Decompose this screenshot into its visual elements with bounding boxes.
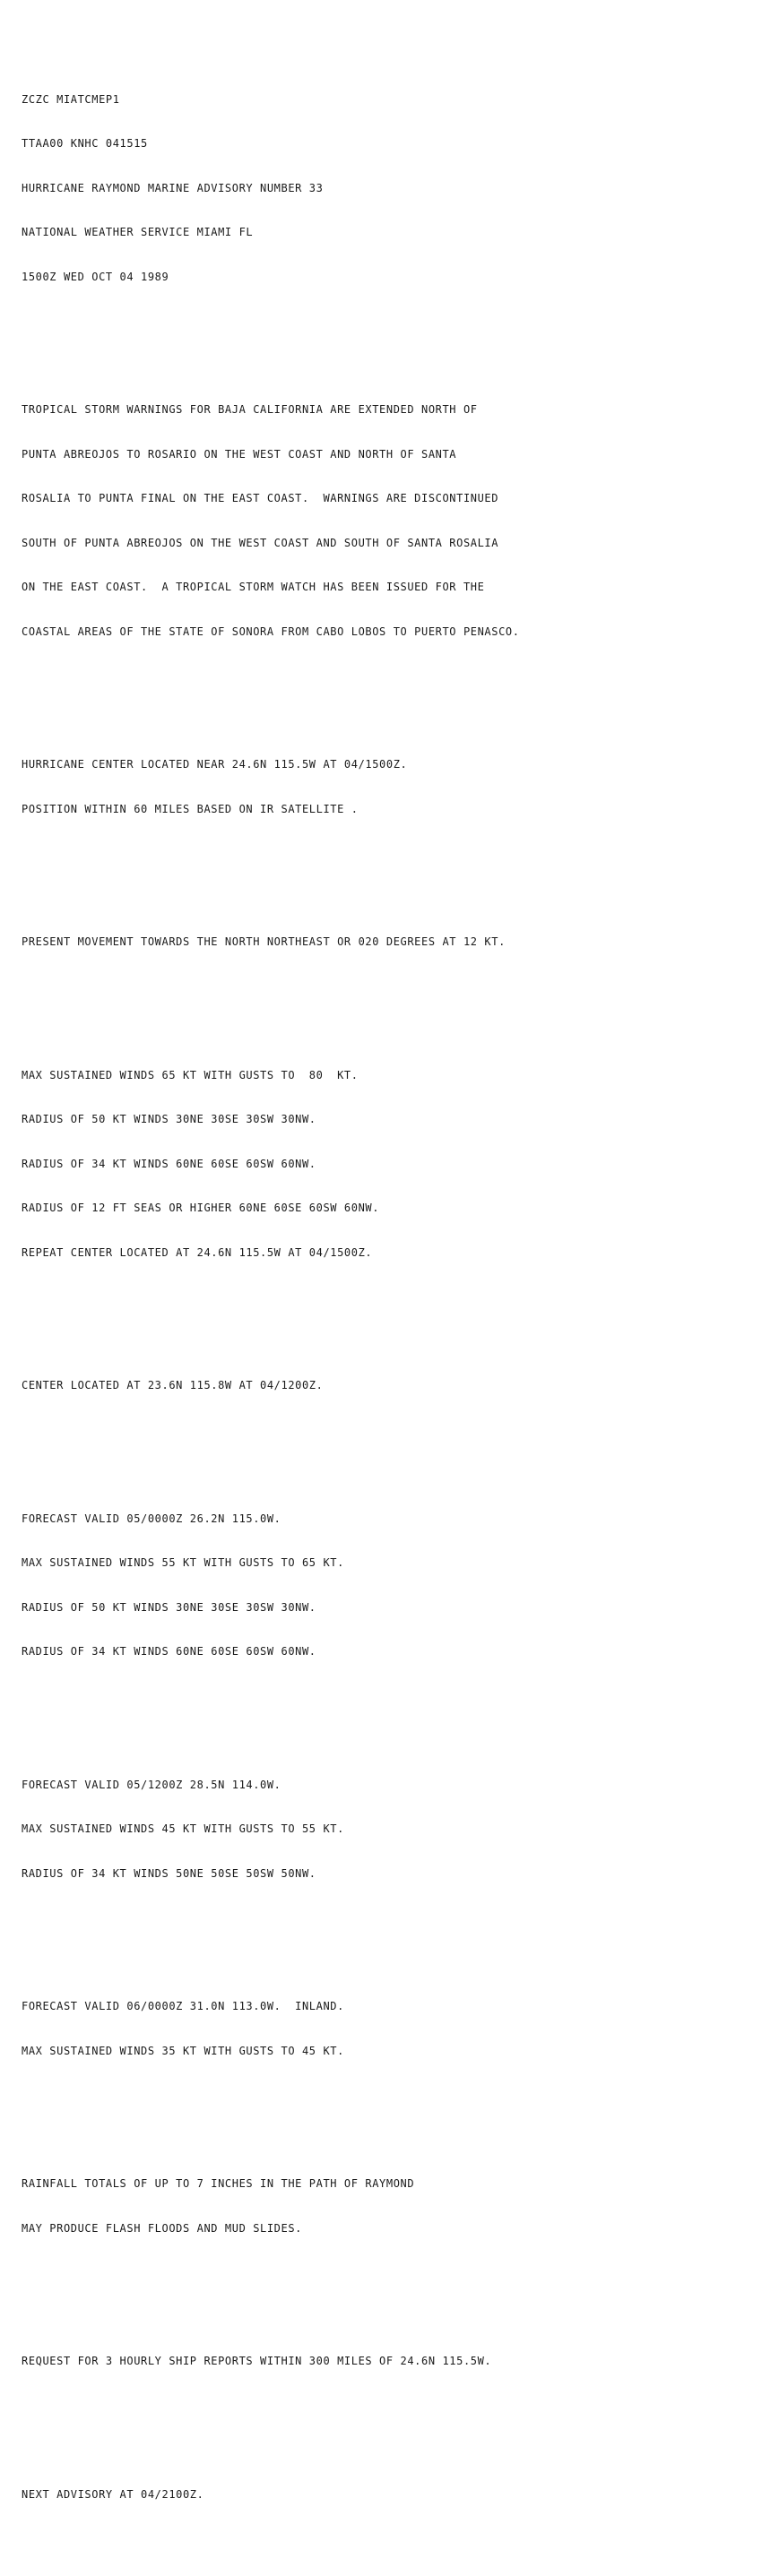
header-line: TTAA00 KNHC 041515 (22, 137, 148, 150)
winds-line: MAX SUSTAINED WINDS 65 KT WITH GUSTS TO 80 KT. (22, 1068, 359, 1081)
next-advisory-line: NEXT ADVISORY AT 04/2100Z. (22, 2487, 204, 2501)
header-line: 1500Z WED OCT 04 1989 (22, 270, 169, 283)
ship-reports-paragraph (22, 2324, 748, 2399)
center-location-paragraph (22, 728, 748, 846)
warnings-line: ON THE EAST COAST. A TROPICAL STORM WATCH HAS BEEN ISSUED FOR THE (22, 581, 485, 593)
movement-line: PRESENT MOVEMENT TOWARDS THE NORTH NORTHEAST OR 020 DEGREES AT 12 KT. (22, 935, 506, 948)
forecast-line: RADIUS OF 50 KT WINDS 30NE 30SE 30SW 30NW. (22, 1600, 316, 1614)
center-location-line: POSITION WITHIN 60 MILES BASED ON IR SATELLITE . (22, 802, 359, 815)
forecast-1-paragraph (22, 1482, 748, 1689)
forecast-line: FORECAST VALID 05/0000Z 26.2N 115.0W. (22, 1512, 281, 1525)
forecast-line: MAX SUSTAINED WINDS 35 KT WITH GUSTS TO 45 KT. (22, 2044, 344, 2057)
rainfall-paragraph (22, 2147, 748, 2265)
forecast-line: RADIUS OF 34 KT WINDS 60NE 60SE 60SW 60NW. (22, 1645, 316, 1658)
center-location-line: HURRICANE CENTER LOCATED NEAR 24.6N 115.5W AT 04/1500Z. (22, 758, 408, 771)
winds-paragraph (22, 1038, 748, 1290)
rainfall-line: RAINFALL TOTALS OF UP TO 7 INCHES IN THE PATH OF RAYMOND (22, 2177, 415, 2190)
header-line: NATIONAL WEATHER SERVICE MIAMI FL (22, 226, 254, 238)
winds-line: RADIUS OF 50 KT WINDS 30NE 30SE 30SW 30NW. (22, 1113, 316, 1125)
ship-reports-line: REQUEST FOR 3 HOURLY SHIP REPORTS WITHIN 300 MILES OF 24.6N 115.5W. (22, 2355, 492, 2367)
warnings-line: ROSALIA TO PUNTA FINAL ON THE EAST COAST. WARNINGS ARE DISCONTINUED (22, 492, 499, 504)
movement-paragraph (22, 905, 748, 979)
winds-line: REPEAT CENTER LOCATED AT 24.6N 115.5W AT 04/1500Z. (22, 1245, 373, 1259)
forecast-2-paragraph (22, 1748, 748, 1911)
header-block (22, 63, 748, 314)
header-line: HURRICANE RAYMOND MARINE ADVISORY NUMBER 33 (22, 181, 324, 194)
forecast-3-paragraph (22, 1969, 748, 2088)
forecast-line: MAX SUSTAINED WINDS 55 KT WITH GUSTS TO 65 KT. (22, 1556, 344, 1569)
forecast-line: MAX SUSTAINED WINDS 45 KT WITH GUSTS TO 55 KT. (22, 1822, 344, 1835)
warnings-line: COASTAL AREAS OF THE STATE OF SONORA FROM CABO LOBOS TO PUERTO PENASCO. (22, 625, 520, 638)
winds-line: RADIUS OF 34 KT WINDS 60NE 60SE 60SW 60NW. (22, 1157, 316, 1170)
warnings-line: PUNTA ABREOJOS TO ROSARIO ON THE WEST COAST AND NORTH OF SANTA (22, 447, 457, 461)
marine-advisory-document (22, 18, 748, 2576)
rainfall-line: MAY PRODUCE FLASH FLOODS AND MUD SLIDES. (22, 2221, 302, 2235)
winds-line: RADIUS OF 12 FT SEAS OR HIGHER 60NE 60SE 60SW 60NW. (22, 1202, 380, 1214)
previous-center-line: CENTER LOCATED AT 23.6N 115.8W AT 04/1200Z. (22, 1379, 324, 1391)
forecast-line: FORECAST VALID 05/1200Z 28.5N 114.0W. (22, 1778, 281, 1791)
header-line: ZCZC MIATCMEP1 (22, 92, 120, 106)
warnings-paragraph (22, 373, 748, 668)
next-advisory-paragraph (22, 2458, 748, 2532)
previous-center-paragraph (22, 1348, 748, 1423)
warnings-line: TROPICAL STORM WARNINGS FOR BAJA CALIFORNIA ARE EXTENDED NORTH OF (22, 403, 478, 416)
forecast-line: FORECAST VALID 06/0000Z 31.0N 113.0W. INLAND. (22, 2000, 344, 2012)
forecast-line: RADIUS OF 34 KT WINDS 50NE 50SE 50SW 50NW. (22, 1866, 316, 1880)
warnings-line: SOUTH OF PUNTA ABREOJOS ON THE WEST COAST AND SOUTH OF SANTA ROSALIA (22, 536, 499, 549)
